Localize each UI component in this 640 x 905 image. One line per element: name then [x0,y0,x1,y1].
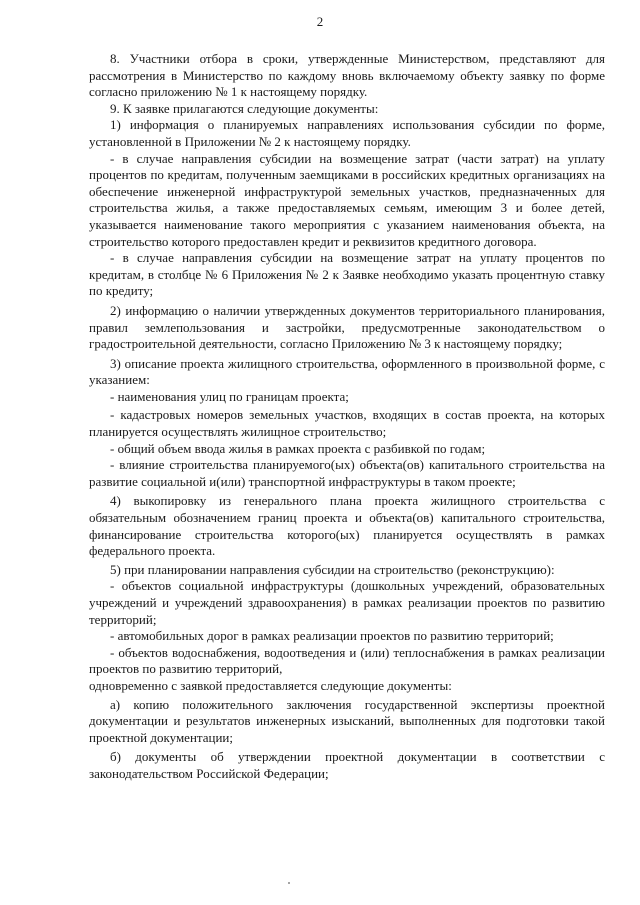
paragraph-item-8: 8. Участники отбора в сроки, утвержденные Министерством, представляют для рассмотрения в Министерство по каждому вновь включаемому объекту заявку по форме согласно приложению № 1 к настоящему порядку. [89,51,605,100]
paragraph-subitem-3-dash-b: - кадастровых номеров земельных участков, входящих в состав проекта, на которых планируется осуществлять жилищное строительство; [89,407,605,440]
paragraph-subitem-5-dash-c: - объектов водоснабжения, водоотведения и (или) теплоснабжения в рамках реализации проектов по развитию территорий, [89,644,605,677]
paragraph-subitem-2: 2) информацию о наличии утвержденных документов территориального планирования, правил землепользования и застройки, предусмотренные законодательством о градостроительной деятельности, согласно Приложению № 3 к настоящему порядку; [89,302,605,352]
scan-speck [288,882,290,884]
paragraph-subitem-5-a: а) копию положительного заключения государственной экспертизы проектной документации и результатов инженерных изысканий, выполненных для подготовки такой проектной документации; [89,696,605,745]
paragraph-item-9: 9. К заявке прилагаются следующие документы: [110,100,379,116]
paragraph-subitem-3: 3) описание проекта жилищного строительства, оформленного в произвольной форме, с указанием: [89,355,605,388]
paragraph-subitem-5-intro: одновременно с заявкой предоставляется следующие документы: [89,677,452,693]
paragraph-subitem-3-dash-c: - общий объем ввода жилья в рамках проекта с разбивкой по годам; [110,440,486,456]
document-body [89,51,605,783]
paragraph-subitem-1-dash-b: - в случае направления субсидии на возмещение затрат на уплату процентов по кредитам, в столбце № 6 Приложения № 2 к Заявке необходимо указать процентную ставку по кредиту; [89,250,605,299]
paragraph-subitem-4: 4) выкопировку из генерального плана проекта жилищного строительства с обязательным обозначением границ проекта и объекта(ов) капитального строительства, финансирование строительства которого(ых) планируется осуществлять в рамках федерального проекта. [89,493,605,559]
page-number: 2 [316,14,324,29]
paragraph-subitem-5-dash-b: - автомобильных дорог в рамках реализации проектов по развитию территорий; [110,628,554,644]
paragraph-subitem-1: 1) информация о планируемых направлениях использования субсидии по форме, установленной в Приложении № 2 к настоящему порядку. [89,117,605,149]
paragraph-subitem-3-dash-d: - влияние строительства планируемого(ых) объекта(ов) капитального строительства на развитие социальной и(или) транспортной инфраструктуры в таком проекте; [89,457,605,489]
paragraph-subitem-5-b: б) документы об утверждении проектной документации в соответствии с законодательством Российской Федерации; [89,749,605,781]
paragraph-subitem-5: 5) при планировании направления субсидии на строительство (реконструкцию): [110,561,555,577]
paragraph-subitem-5-dash-a: - объектов социальной инфраструктуры (дошкольных учреждений, образовательных учреждений и учреждений здравоохранения) в рамках реализации проектов по развитию территорий; [89,578,605,627]
paragraph-subitem-3-dash-a: - наименования улиц по границам проекта; [110,388,349,404]
paragraph-subitem-1-dash-a: - в случае направления субсидии на возмещение затрат (части затрат) на уплату процентов по кредитам, полученным заемщиками в российских кредитных организациях на обеспечение инженерной инфраструктурой земельных участков, предназначенных для строительства жилья, а также предоставляемых семьям, имеющим 3 и более детей, указывается наименование такого мероприятия с указанием наименования объекта, на строительство которого предоставлен кредит и реквизитов кредитного договора. [89,150,605,249]
